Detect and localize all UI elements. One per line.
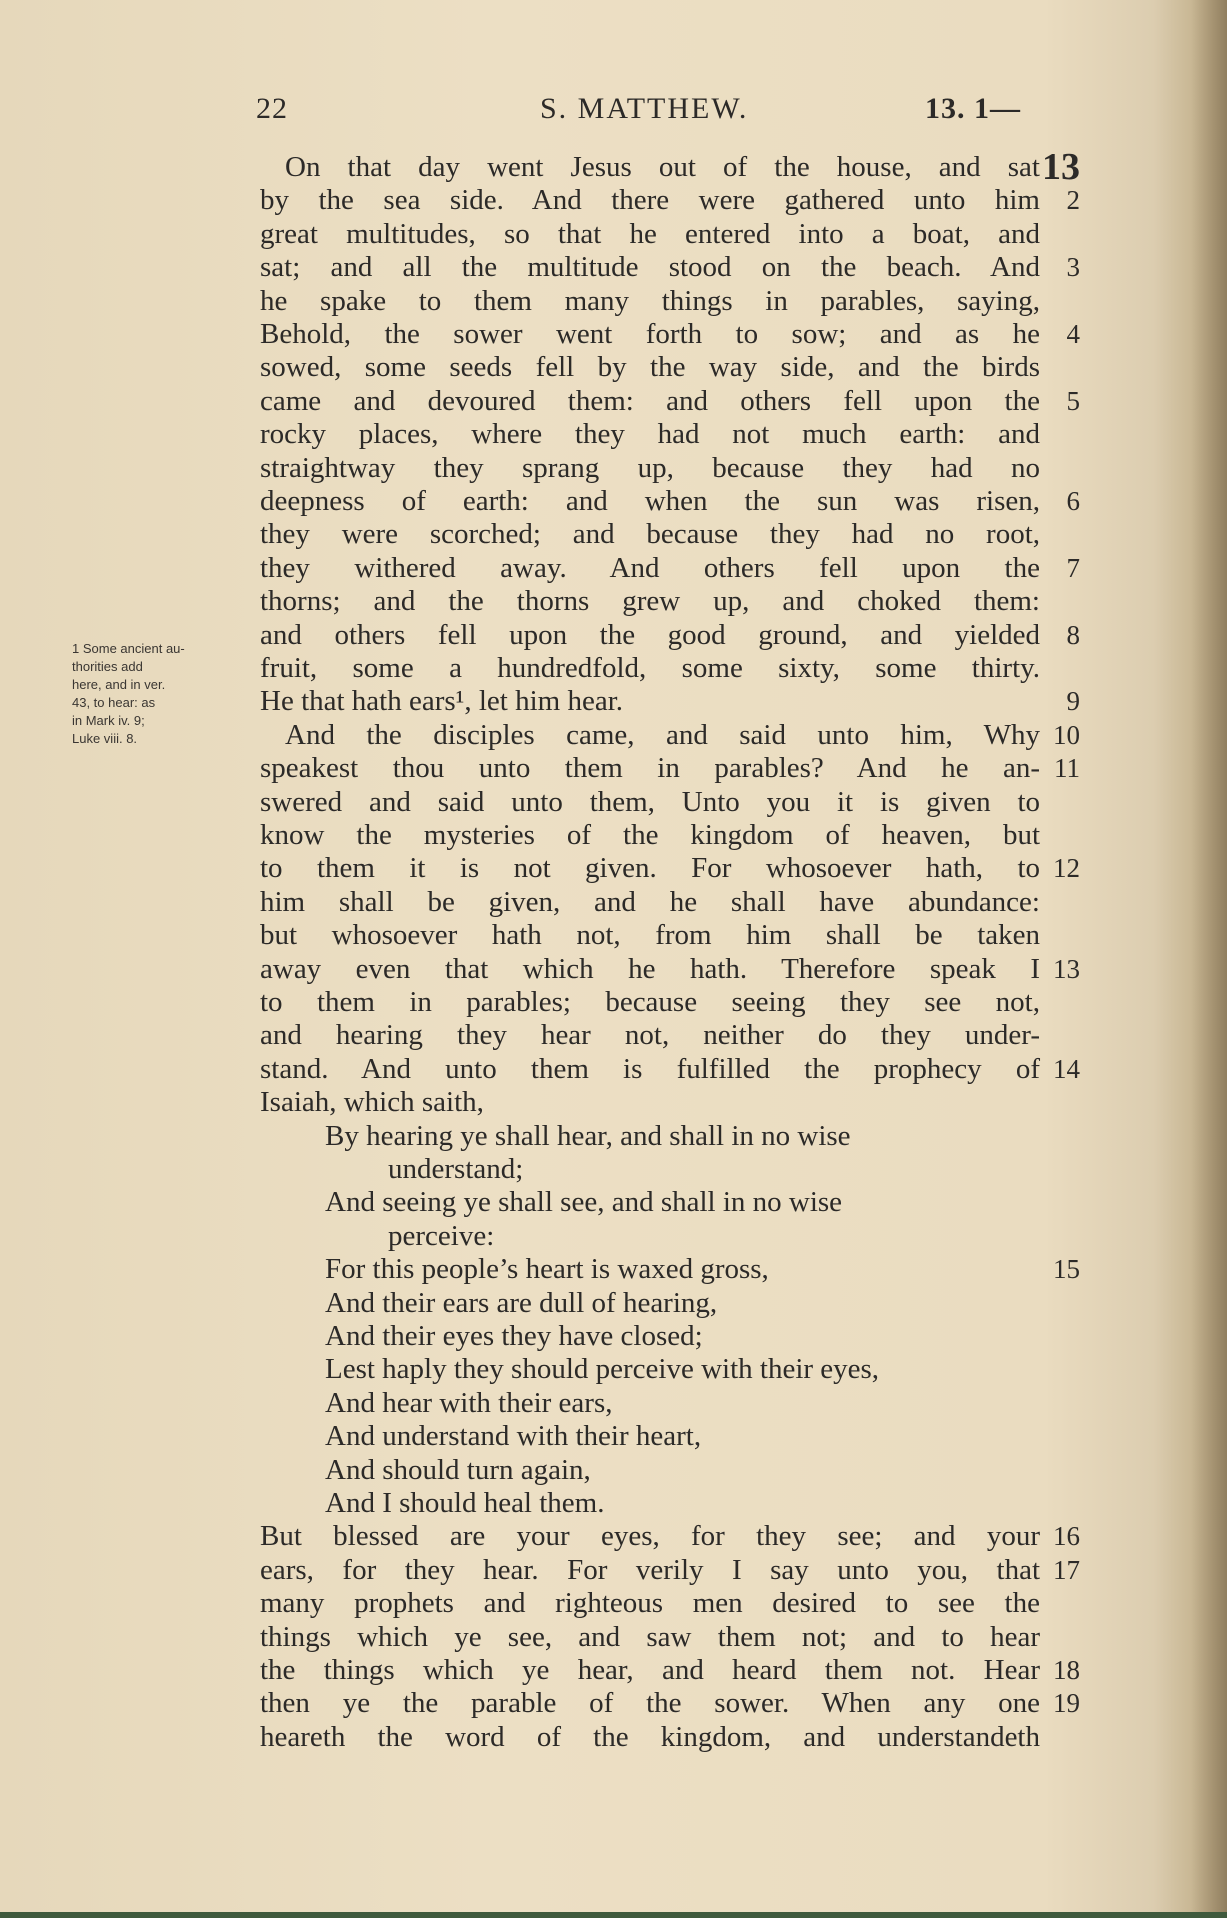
margin-footnote-line: here, and in ver.	[72, 677, 166, 692]
margin-footnote-line: 43, to hear: as	[72, 695, 156, 710]
text-line: great multitudes, so that he entered into a boat, and	[260, 218, 1040, 250]
chapter-number: 13	[1042, 146, 1080, 188]
text-line: And hear with their ears,	[325, 1387, 613, 1419]
verse-number: 19	[1053, 1688, 1080, 1718]
text-line: understand;	[388, 1153, 524, 1185]
text-line: perceive:	[388, 1220, 495, 1252]
verse-number: 18	[1053, 1655, 1080, 1685]
text-line: sowed, some seeds fell by the way side, and the birds	[260, 351, 1040, 383]
verse-number: 4	[1066, 319, 1080, 349]
text-line: stand. And unto them is fulfilled the prophecy of	[260, 1053, 1040, 1085]
margin-footnote-line: Luke viii. 8.	[72, 731, 138, 746]
text-line: And should turn again,	[325, 1454, 591, 1486]
page-bottom-edge	[0, 1912, 1227, 1918]
verse-number: 3	[1066, 252, 1080, 282]
text-line: And their eyes they have closed;	[325, 1320, 703, 1352]
text-line: know the mysteries of the kingdom of heaven, but	[260, 819, 1040, 851]
verse-number: 17	[1053, 1555, 1080, 1585]
text-line: rocky places, where they had not much earth: and	[260, 418, 1040, 450]
margin-footnote-line: 1 Some ancient au-	[72, 641, 185, 656]
page-binding-shadow	[1191, 0, 1227, 1918]
chapter-reference: 13. 1—	[925, 92, 1021, 125]
verse-number: 5	[1066, 386, 1080, 416]
verse-number: 11	[1054, 753, 1080, 783]
text-line: Behold, the sower went forth to sow; and as he	[260, 318, 1040, 350]
text-line: deepness of earth: and when the sun was risen,	[260, 485, 1040, 517]
margin-footnote	[72, 640, 252, 748]
verse-number: 10	[1053, 720, 1080, 750]
text-line: they were scorched; and because they had no root,	[260, 518, 1040, 550]
text-line: And seeing ye shall see, and shall in no wise	[325, 1186, 843, 1218]
text-line: and hearing they hear not, neither do they under-	[260, 1019, 1040, 1051]
page-number: 22	[256, 92, 288, 125]
text-line: he spake to them many things in parables, saying,	[260, 285, 1040, 317]
text-line: they withered away. And others fell upon the	[260, 552, 1040, 584]
verse-number: 8	[1066, 620, 1080, 650]
text-line: then ye the parable of the sower. When any one	[260, 1687, 1040, 1719]
text-line: and others fell upon the good ground, and yielded	[260, 619, 1040, 651]
text-line: away even that which he hath. Therefore speak I	[260, 953, 1040, 985]
text-line: by the sea side. And there were gathered unto him	[260, 184, 1040, 216]
text-line: For this people’s heart is waxed gross,	[325, 1253, 769, 1285]
text-line: thorns; and the thorns grew up, and choked them:	[260, 585, 1040, 617]
text-line: fruit, some a hundredfold, some sixty, some thirty.	[260, 652, 1040, 684]
text-line: swered and said unto them, Unto you it is given to	[260, 786, 1040, 818]
text-line: heareth the word of the kingdom, and understandeth	[260, 1721, 1040, 1753]
verse-number: 12	[1053, 853, 1080, 883]
text-line: but whosoever hath not, from him shall be taken	[260, 919, 1040, 951]
text-line: to them in parables; because seeing they see not,	[260, 986, 1040, 1018]
verse-number: 6	[1066, 486, 1080, 516]
text-line: He that hath ears¹, let him hear.	[260, 685, 624, 717]
text-line: speakest thou unto them in parables? And he an-	[260, 752, 1040, 784]
verse-number: 16	[1053, 1521, 1080, 1551]
text-line: But blessed are your eyes, for they see; and your	[260, 1520, 1040, 1552]
running-header	[0, 92, 1227, 132]
text-line: And I should heal them.	[325, 1487, 605, 1519]
text-line: straightway they sprang up, because they had no	[260, 452, 1040, 484]
text-line: the things which ye hear, and heard them not. Hear	[260, 1654, 1040, 1686]
text-line: And their ears are dull of hearing,	[325, 1287, 718, 1319]
verse-number: 7	[1066, 553, 1080, 583]
verse-number: 2	[1066, 185, 1080, 215]
book-title: S. MATTHEW.	[540, 92, 749, 125]
verse-number: 15	[1053, 1254, 1080, 1284]
text-line: By hearing ye shall hear, and shall in no wise	[325, 1120, 851, 1152]
text-line: many prophets and righteous men desired to see the	[260, 1587, 1040, 1619]
verse-number: 14	[1053, 1054, 1080, 1084]
verse-number: 13	[1053, 954, 1080, 984]
text-line: him shall be given, and he shall have abundance:	[260, 886, 1040, 918]
text-line: Lest haply they should perceive with their eyes,	[325, 1353, 880, 1385]
text-line: On that day went Jesus out of the house, and sat	[285, 151, 1040, 183]
text-line: And understand with their heart,	[325, 1420, 702, 1452]
text-line: ears, for they hear. For verily I say unto you, that	[260, 1554, 1040, 1586]
text-line: Isaiah, which saith,	[260, 1086, 484, 1118]
text-line: And the disciples came, and said unto him, Why	[285, 719, 1040, 751]
text-line: came and devoured them: and others fell upon the	[260, 385, 1040, 417]
margin-footnote-line: thorities add	[72, 659, 143, 674]
text-line: things which ye see, and saw them not; and to hear	[260, 1621, 1040, 1653]
verse-number: 9	[1066, 686, 1080, 716]
margin-footnote-line: in Mark iv. 9;	[72, 713, 145, 728]
text-line: sat; and all the multitude stood on the beach. And	[260, 251, 1040, 283]
text-line: to them it is not given. For whosoever hath, to	[260, 852, 1040, 884]
